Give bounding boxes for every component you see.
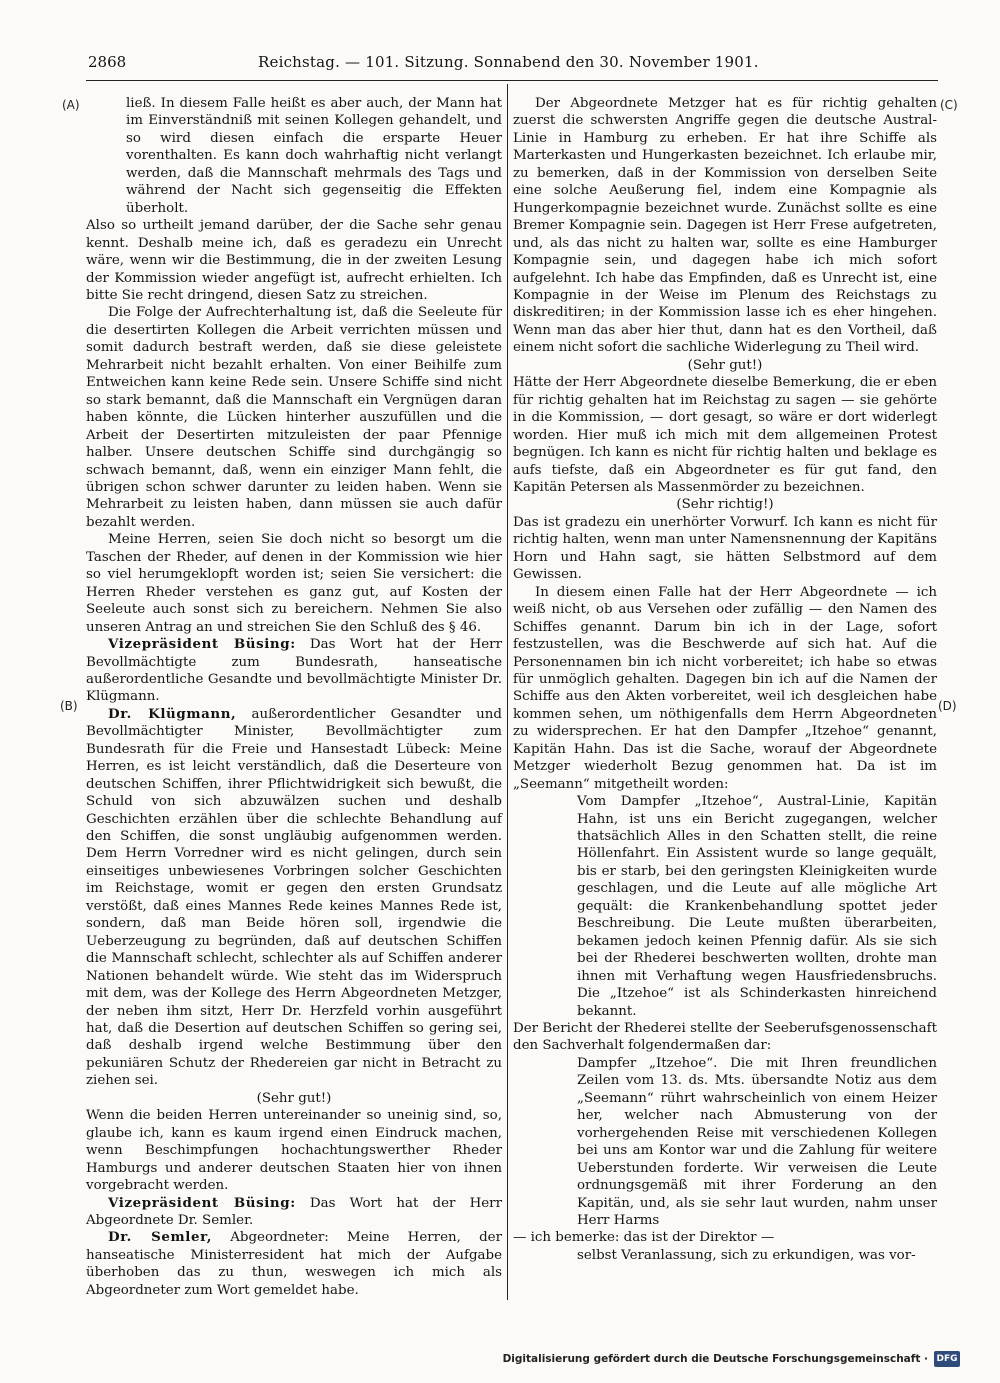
margin-marker-b: (B)	[60, 699, 78, 713]
page-title: Reichstag. — 101. Sitzung. Sonnabend den 30. November 1901.	[258, 53, 759, 71]
footer-credit	[503, 1349, 960, 1369]
paragraph: Der Bericht der Rhederei stellte der Seeberufsgenossenschaft den Sachverhalt folgendermaßen dar:	[513, 1021, 937, 1054]
left-column	[86, 95, 502, 1299]
speech-text: Das Wort hat der Herr Bevollmächtigte zum Bundesrath, hanseatische außerordentliche Gesandte und bevollmächtigte Minister Dr. Klügmann.	[86, 637, 502, 705]
interjection: (Sehr richtig!)	[676, 497, 774, 513]
dfg-logo-icon: DFG	[934, 1351, 960, 1367]
paragraph: Meine Herren, seien Sie doch nicht so besorgt um die Taschen der Rheder, auf denen in der Kommission wie hier so viel herumgeklopft worden ist; seien Sie versichert: die Herren Rheder verstehen es ganz gut, auf Kosten der Seeleute auch sonst sich zu bereichern. Nehmen Sie also unseren Antrag an und streichen Sie den Schluß des § 46.	[86, 532, 502, 635]
paragraph: Der Abgeordnete Metzger hat es für richtig gehalten zuerst die schwersten Angriffe gegen die deutsche Austral-Linie in Hamburg zu erheben. Er hat ihre Schiffe als Marterkasten und Hungerkasten bezeichnet. Ich erlaube mir, zu bemerken, daß in der Kommission von derselben Seite eine solche Aeußerung fiel, indem eine Kompagnie als Hungerkompagnie bezeichnet wurde. Zunächst sollte es eine Bremer Kompagnie sein. Dagegen ist Herr Frese aufgetreten, und, als das nicht zu halten war, sollte es eine Hamburger Kompagnie sein, und dagegen habe ich mich sofort aufgelehnt. Ich habe das Empfinden, daß es Unrecht ist, eine Kompagnie in der Weise im Plenum des Reichstags zu diskreditiren; in der Kommission lasse ich es eher hingehen. Wenn man das aber hier thut, dann hat es den Vortheil, daß einem nicht sofort die sachliche Widerlegung zu Theil wird.	[513, 96, 937, 356]
page-number: 2868	[88, 53, 127, 71]
paragraph: Wenn die beiden Herren untereinander so uneinig sind, so, glaube ich, kann es kaum irgend einen Eindruck machen, wenn Beschimpfungen hochachtungswerther Rheder Hamburgs und anderer deutschen Staaten hier von ihnen vorgebracht werden.	[86, 1108, 502, 1194]
quoted-report: Vom Dampfer „Itzehoe“, Austral-Linie, Kapitän Hahn, ist uns ein Bericht zugegangen, welcher thatsächlich Alles in den Schatten stellt, die reine Höllenfahrt. Ein Assistent wurde so lange gequält, bis er starb, bei den geringsten Kleinigkeiten wurde geschlagen, und die Leute auf alle mögliche Art gequält: die Krankenbehandlung spottet jeder Beschreibung. Die Leute mußten überarbeiten, bekamen jedoch keinen Pfennig dafür. Als sie sich bei der Rhederei beschwerten wollten, drohte man ihnen mit Verhaftung wegen Hausfriedensbruchs. Die „Itzehoe“ ist als Schinderkasten hinreichend bekannt.	[577, 794, 937, 1019]
paragraph: Die Folge der Aufrechterhaltung ist, daß die Seeleute für die desertirten Kollegen die Arbeit verrichten müssen und somit dadurch bestraft werden, daß sie diese geleistete Mehrarbeit nicht bezahlt erhalten. Von einer Beihilfe zum Entweichen kann keine Rede sein. Unsere Schiffe sind nicht so stark bemannt, daß die Mannschaft ein Vergnügen daran haben könnte, die Lücken hinterher auszufüllen und die Arbeit der Desertirten mitzuleisten der paar Pfennige halber. Unsere deutschen Schiffe sind durchgängig so schwach bemannt, daß, wenn ein einziger Mann fehlt, die übrigen schon schwer darunter zu leiden haben. Wenn sie Mehrarbeit zu leisten haben, dann müssen sie auch dafür bezahlt werden.	[86, 305, 502, 530]
speaker-name: Dr. Semler,	[108, 1229, 213, 1246]
paragraph: — ich bemerke: das ist der Direktor —	[513, 1230, 775, 1246]
footer-text: Digitalisierung gefördert durch die Deutsche Forschungsgemeinschaft ·	[502, 1353, 928, 1365]
speaker-name: Vizepräsident Büsing:	[108, 636, 296, 653]
paragraph: ließ. In diesem Falle heißt es aber auch, der Mann hat im Einverständniß mit seinen Kollegen gehandelt, und so wird diesen einfach die ersparte Heuer vorenthalten. Es kann doch wahrhaftig nicht verlangt werden, daß die Mannschaft mehrmals des Tags und während der Nacht sich gegenseitig die Effekten überholt.	[126, 96, 502, 216]
speech-text: außerordentlicher Gesandter und Bevollmächtigter Minister, Bevollmächtigter zum Bundesrath für die Freie und Hansestadt Lübeck: Meine Herren, es ist leicht verständlich, daß die Deserteure von deutschen Schiffen, ihrer Pflichtwidrigkeit sich bewußt, die Schuld von sich abzuwälzen suchen und deshalb Geschichten erzählen über die schlechte Behandlung auf den Schiffen, die sonst ungläubig aufgenommen werden. Dem Herrn Vorredner wird es nicht gelingen, durch sein einseitiges unbewiesenes Vorbringen solcher Geschichten im Reichstage, womit er gegen den ersten Grundsatz verstößt, daß eines Mannes Rede keines Mannes Rede ist, sondern, daß man Beide hören soll, irgendwie die Ueberzeugung zu begründen, daß auf deutschen Schiffen die Mannschaft schlecht, schlechter als auf Schiffen anderer Nationen behandelt würde. Wie steht das im Widerspruch mit dem, was der Kollege des Herrn Abgeordneten Metzger, der neben ihm sitzt, Herr Dr. Herzfeld vorhin ausgeführt hat, daß die Desertion auf deutschen Schiffen so gering sei, daß deshalb irgend welche Bestimmung über den pekuniären Schutz der Rhedereien gar nicht in Betracht zu ziehen sei.	[86, 706, 502, 1089]
speech-paragraph	[86, 1229, 502, 1299]
paragraph: Hätte der Herr Abgeordnete dieselbe Bemerkung, die er eben für richtig gehalten hat im Reichstag zu sagen — sie gehörte in die Kommission, — dort gesagt, so wäre er dort widerlegt worden. Hier muß ich mich mit dem allgemeinen Protest begnügen. Ich kann es nicht für richtig halten und beklage es aufs tiefste, daß ein Abgeordneter es für gut fand, den Kapitän Petersen als Massenmörder zu bezeichnen.	[513, 375, 937, 495]
interjection: (Sehr gut!)	[256, 1090, 332, 1106]
running-header	[88, 50, 936, 74]
interjection: (Sehr gut!)	[687, 357, 763, 373]
speaker-name: Dr. Klügmann,	[108, 705, 237, 722]
paragraph: Das ist gradezu ein unerhörter Vorwurf. Ich kann es nicht für richtig halten, wenn man unter Namensnennung der Kapitäns Horn und Hahn sagt, sie hätten Selbstmord auf dem Gewissen.	[513, 514, 937, 583]
speaker-name: Vizepräsident Büsing:	[108, 1194, 296, 1211]
margin-marker-d: (D)	[938, 699, 957, 713]
speech-text: Das Wort hat der Herr Abgeordnete Dr. Semler.	[86, 1195, 502, 1228]
speech-paragraph	[86, 1195, 502, 1230]
quoted-letter-continued: selbst Veranlassung, sich zu erkundigen, was vor-	[577, 1247, 916, 1263]
column-divider	[507, 84, 508, 1300]
paragraph: In diesem einen Falle hat der Herr Abgeordnete — ich weiß nicht, ob aus Versehen oder zufällig — den Namen des Schiffes genannt. Darum bin ich in der Lage, sofort festzustellen, was die Beschwerde auf sich hat. Auf die Personennamen bin ich nicht vorbereitet; ich habe so etwas für unmöglich gehalten. Dagegen bin ich auf die Namen der Schiffe aus den Akten vorbereitet, weil ich desgleichen habe kommen sehen, um nöthigenfalls dem Herrn Abgeordneten zu widersprechen. Er hat den Dampfer „Itzehoe“ genannt, Kapitän Hahn. Das ist die Sache, worauf der Abgeordnete Metzger wiederholt Bezug genommen hat. Da ist im „Seemann“ mitgetheilt worden:	[513, 584, 937, 792]
right-column	[513, 95, 937, 1264]
header-rule	[86, 80, 938, 81]
paragraph: Also so urtheilt jemand darüber, der die Sache sehr genau kennt. Deshalb meine ich, daß es geradezu ein Unrecht wäre, wenn wir die Bestimmung, die in der zweiten Lesung der Kommission wieder angefügt ist, aufrecht erhielten. Ich bitte Sie recht dringend, diesen Satz zu streichen.	[86, 218, 502, 303]
margin-marker-c: (C)	[940, 98, 958, 112]
quoted-letter: Dampfer „Itzehoe“. Die mit Ihren freundlichen Zeilen vom 13. ds. Mts. übersandte Notiz aus dem „Seemann“ rührt wahrscheinlich von einem Heizer her, welcher nach Abmusterung von der vorhergehenden Reise mit verschiedenen Kollegen bei uns am Kontor war und die Zahlung für weitere Ueberstunden forderte. Wir verweisen die Leute ordnungsgemäß mit ihrer Forderung an den Kapitän, und, als sie sehr laut wurden, nahm unser Herr Harms	[577, 1055, 937, 1228]
speech-text: Abgeordneter: Meine Herren, der hanseatische Ministerresident hat mich der Aufgabe überhoben das zu thun, weswegen ich mich als Abgeordneter zum Wort gemeldet habe.	[86, 1230, 502, 1298]
speech-paragraph	[86, 706, 502, 1090]
margin-marker-a: (A)	[62, 98, 80, 112]
speech-paragraph	[86, 636, 502, 706]
